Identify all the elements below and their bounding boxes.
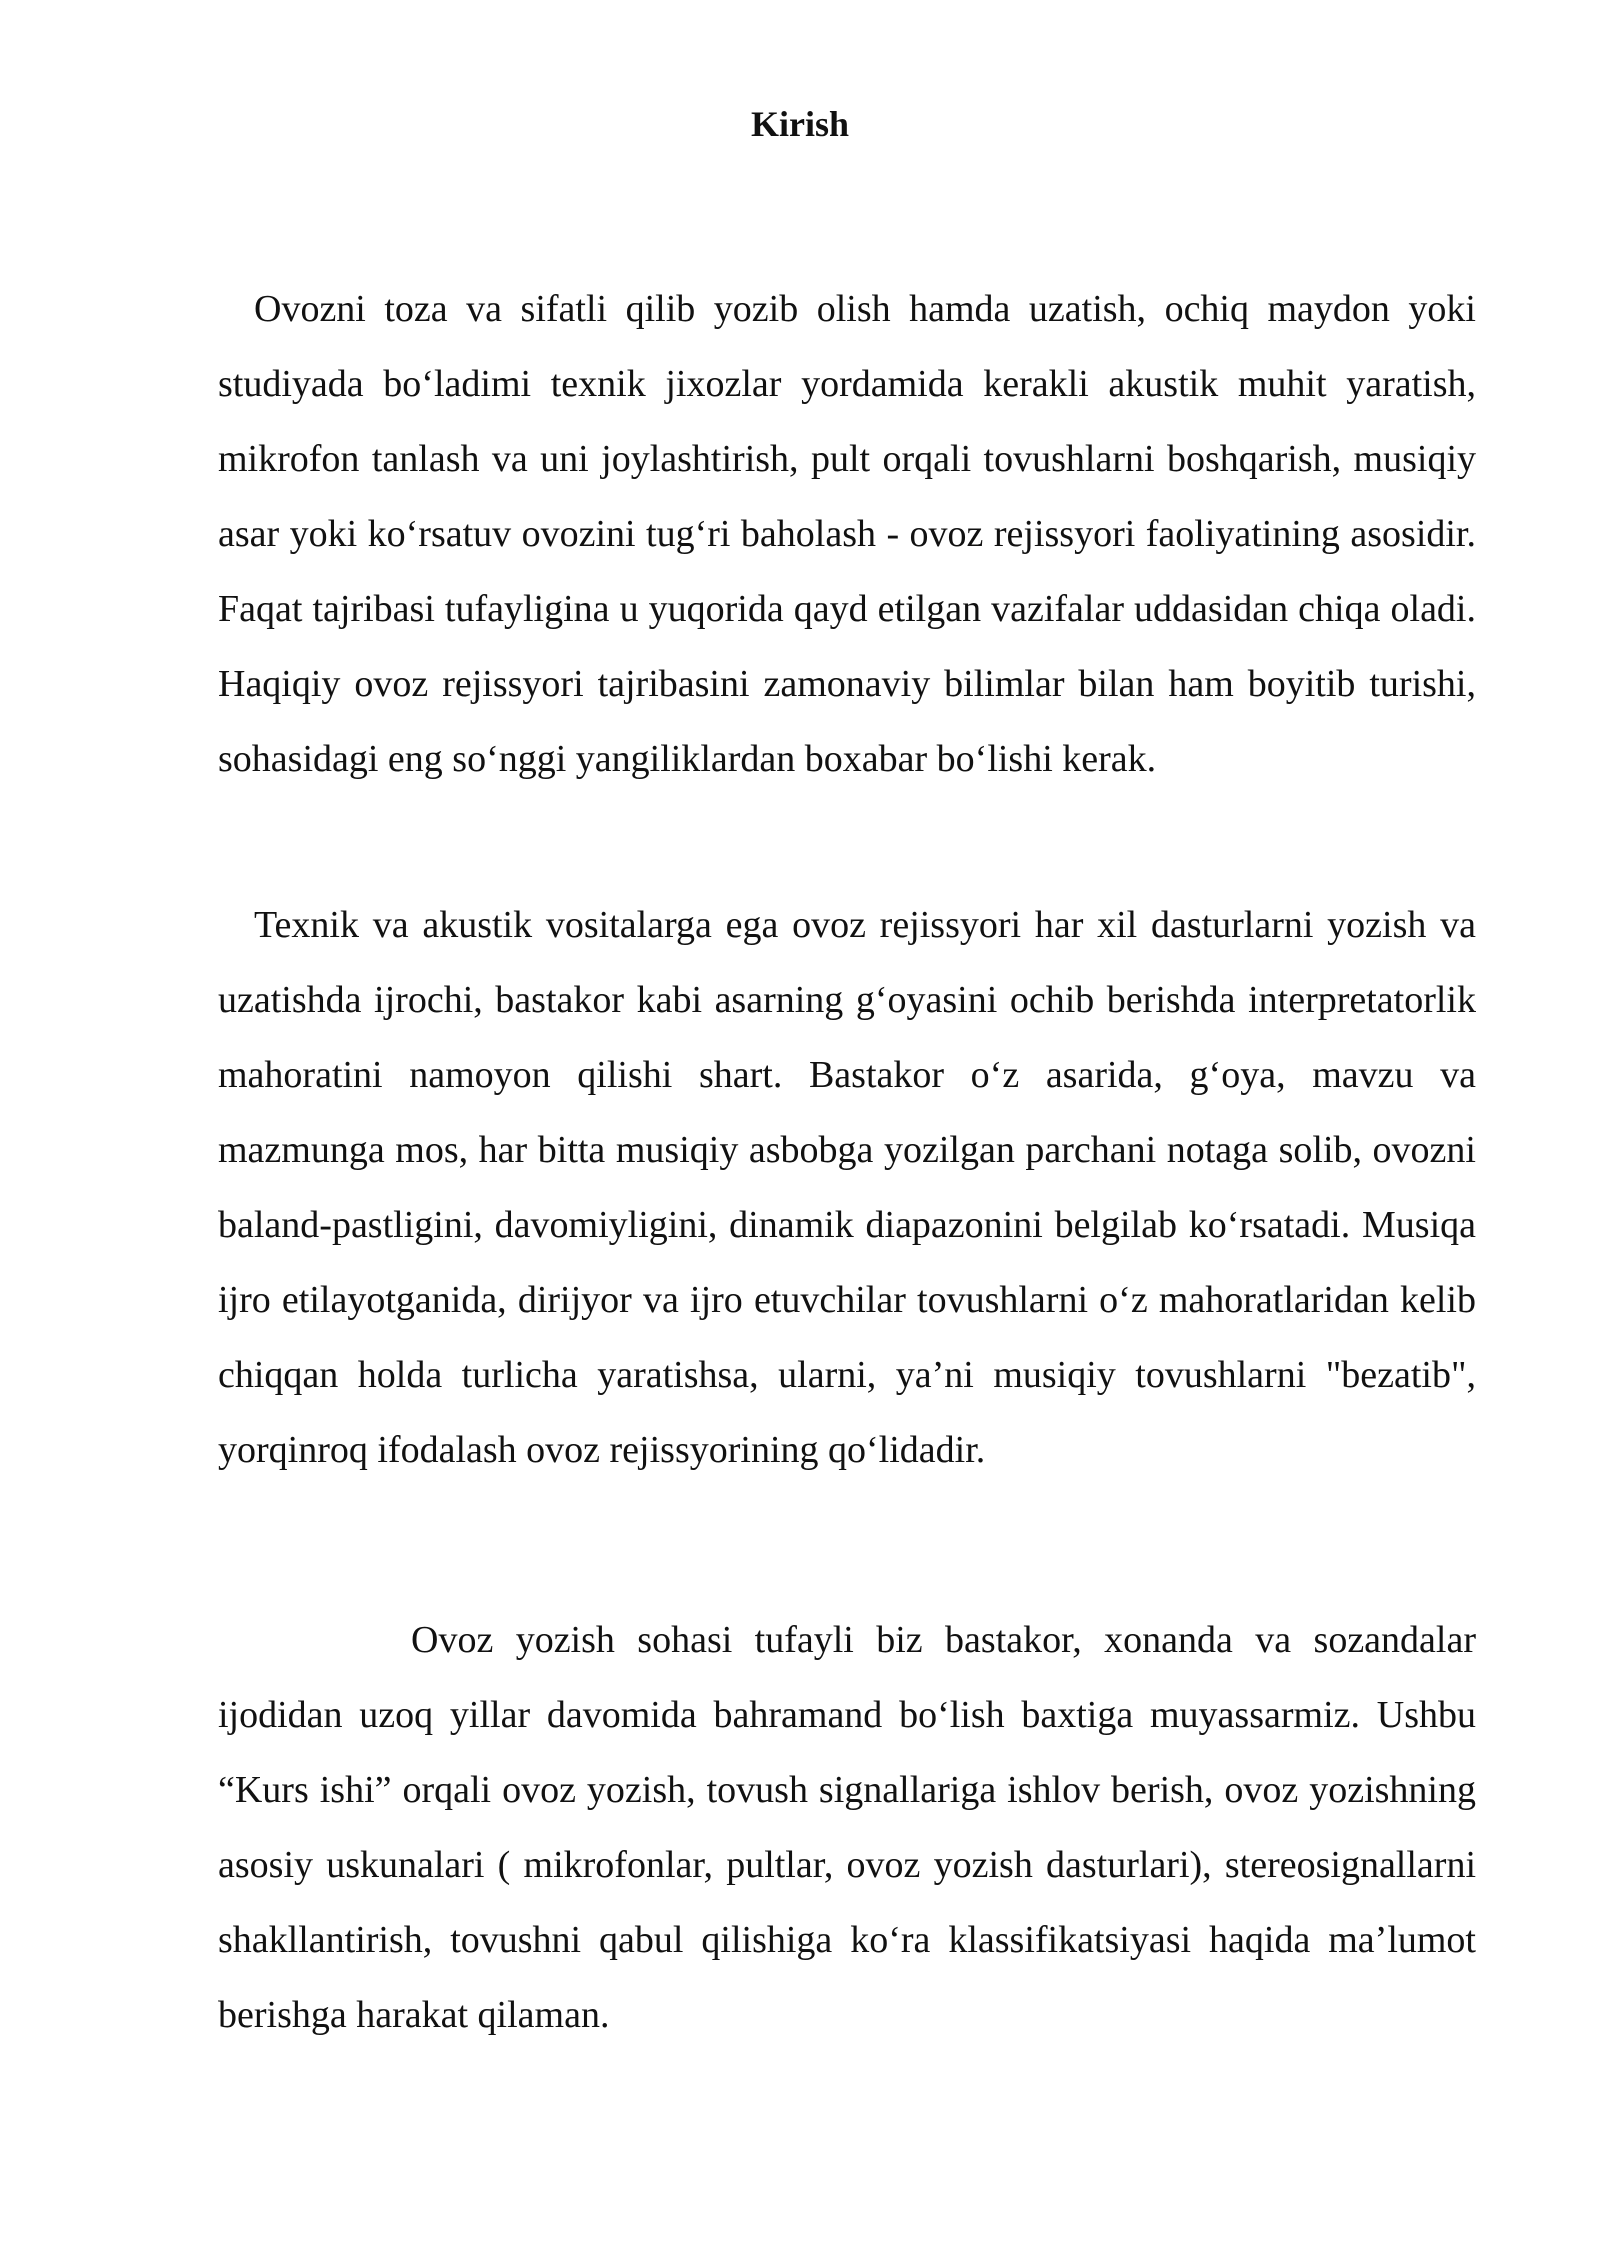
- paragraph-1: Ovozni toza va sifatli qilib yozib olish hamda uzatish, ochiq maydon yoki studiyada bo‘ladimi texnik jixozlar yordamida kerakli akustik muhit yaratish, mikrofon tanlash va uni joylashtirish, pult orqali tovushlarni boshqarish, musiqiy asar yoki ko‘rsatuv ovozini tug‘ri baholash - ovoz rejissyori faoliyatining asosidir. Faqat tajribasi tufayligina u yuqorida qayd etilgan vazifalar uddasidan chiqa oladi. Haqiqiy ovoz rejissyori tajribasini zamonaviy bilimlar bilan ham boyitib turishi, sohasidagi eng so‘nggi yangiliklardan boxabar bo‘lishi kerak.: [218, 288, 1476, 780]
- page-title: Kirish: [750, 104, 849, 144]
- paragraph-2: Texnik va akustik vositalarga ega ovoz rejissyori har xil dasturlarni yozish va uzatishda ijrochi, bastakor kabi asarning g‘oyasini ochib berishda interpretatorlik mahoratini namoyon qilishi shart. Bastakor o‘z asarida, g‘oya, mavzu va mazmunga mos, har bitta musiqiy asbobga yozilgan parchani notaga solib, ovozni baland-pastligini, davomiyligini, dinamik diapazonini belgilab ko‘rsatadi. Musiqa ijro etilayotganida, dirijyor va ijro etuvchilar tovushlarni o‘z mahoratlaridan kelib chiqqan holda turlicha yaratishsa, ularni, ya’ni musiqiy tovushlarni "bezatib", yorqinroq ifodalash ovoz rejissyorining qo‘lidadir.: [218, 904, 1476, 1471]
- paragraph-3: Ovoz yozish sohasi tufayli biz bastakor, xonanda va sozandalar ijodidan uzoq yillar davomida bahramand bo‘lish baxtiga muyassarmiz. Ushbu “Kurs ishi” orqali ovoz yozish, tovush signallariga ishlov berish, ovoz yozishning asosiy uskunalari ( mikrofonlar, pultlar, ovoz yozish dasturlari), stereosignallarni shakllantirish, tovushni qabul qilishiga ko‘ra klassifikatsiyasi haqida ma’lumot berishga harakat qilaman.: [218, 1619, 1476, 2036]
